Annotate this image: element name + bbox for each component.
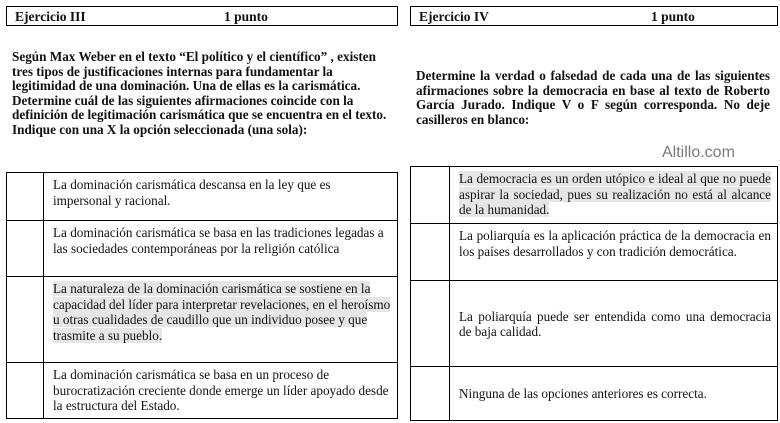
statement-text: La poliarquía puede ser entendida como una democracia de baja calidad. <box>459 308 771 339</box>
option-text: La dominación carismática se basa en un proceso de burocratización creciente donde emerge un líder apoyado desde la estructura del Estado. <box>53 367 389 413</box>
statement-text: Ninguna de las opciones anteriores es correcta. <box>459 386 707 402</box>
answer-checkbox-4[interactable] <box>7 363 44 419</box>
exercise-iii-title: Ejercicio III <box>15 9 86 24</box>
true-false-box-3[interactable] <box>411 281 450 367</box>
true-false-box-1[interactable] <box>411 167 450 224</box>
answer-checkbox-3[interactable] <box>7 277 44 363</box>
exercise-iii-instructions: Según Max Weber en el texto “El político y el científico” , existen tres tipos de justificaciones internas para fundamentar la legitimidad de una dominación. Una de ellas es la carismática. Determine cuál de las siguientes afirmaciones coincide con la definición de legitimación carismática que se encuentra en el texto. Indique con una X la opción seleccionada (una sola): <box>12 49 387 137</box>
option-text: La dominación carismática descansa en la ley que es impersonal y racional. <box>53 177 331 208</box>
option-text: La dominación carismática se basa en las tradiciones legadas a las sociedades contemporáneas por la religión católica <box>53 225 384 256</box>
table-row <box>411 167 778 224</box>
option-text-highlighted: La naturaleza de la dominación carismática se sostiene en la capacidad del líder para interpretar revelaciones, en el heroísmo u otras cualidades de caudillo que un individuo posee y que trasmite a su pueblo. <box>53 281 391 343</box>
answer-checkbox-2[interactable] <box>7 221 44 277</box>
table-row <box>411 224 778 281</box>
exercise-iv-header <box>410 6 778 26</box>
exercise-iii-points: 1 punto <box>224 9 268 24</box>
statement-text: La poliarquía es la aplicación práctica de la democracia en los países desarrollados y con tradición democrática. <box>459 228 771 259</box>
exercise-iv-points: 1 punto <box>651 9 695 24</box>
exercise-iv-options-table <box>410 166 778 421</box>
table-row <box>7 221 398 277</box>
exercise-iii-header <box>6 6 398 26</box>
table-row <box>7 173 398 221</box>
exercise-iii-options-table <box>6 172 398 419</box>
exercise-iv-title: Ejercicio IV <box>419 9 489 24</box>
table-row <box>7 363 398 419</box>
exercise-iv-instructions: Determine la verdad o falsedad de cada una de las siguientes afirmaciones sobre la democracia en base al texto de Roberto García Jurado. Indique V o F según corresponda. No deje casilleros en blanco: <box>416 68 770 127</box>
altillo-watermark: Altillo.com <box>662 144 735 161</box>
table-row <box>411 367 778 421</box>
statement-text-highlighted: La democracia es un orden utópico e ideal al que no puede aspirar la sociedad, pues su realización no está al alcance de la humanidad. <box>459 171 771 217</box>
table-row <box>411 281 778 367</box>
answer-checkbox-1[interactable] <box>7 173 44 221</box>
table-row <box>7 277 398 363</box>
true-false-box-2[interactable] <box>411 224 450 281</box>
true-false-box-4[interactable] <box>411 367 450 421</box>
